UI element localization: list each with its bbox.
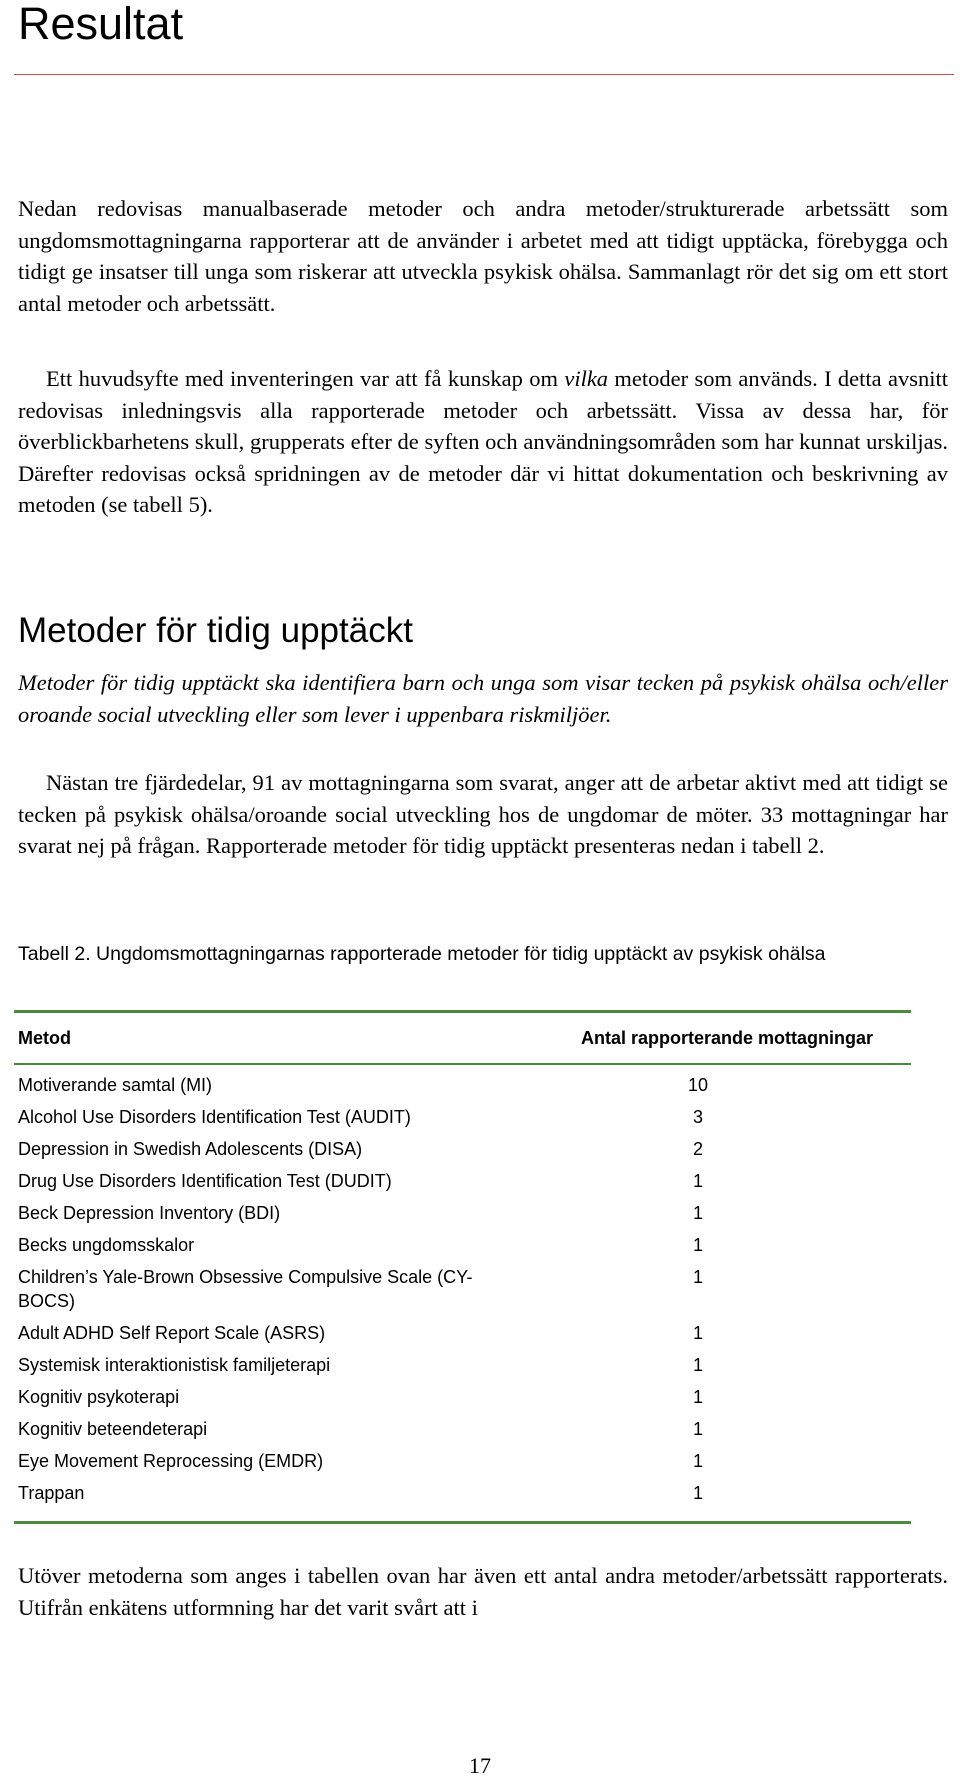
table-row [14, 1201, 911, 1225]
table-row [14, 1417, 911, 1441]
method-name-cell: Becks ungdomsskalor [18, 1235, 195, 1255]
method-name-cell: Beck Depression Inventory (BDI) [18, 1203, 281, 1223]
table-row [14, 1449, 911, 1473]
method-count-cell: 1 [692, 1355, 703, 1375]
table-row [14, 1105, 911, 1129]
method-count-cell: 3 [692, 1107, 703, 1127]
method-name-cell: Systemisk interaktionistisk familjeterapi [18, 1355, 331, 1375]
table-row [14, 1353, 911, 1377]
table-caption: Tabell 2. Ungdomsmottagningarnas rapporterade metoder för tidig upptäckt av psykisk ohälsa [18, 943, 826, 965]
section-heading: Metoder för tidig upptäckt [18, 611, 413, 650]
purpose-text-end: metoder som används. I detta avsnitt redovisas inledningsvis alla rapporterade metoder och arbetssätt. Vissa av dessa har, för överblickbarhetens skull, grupperats efter de syften och användningsområden som har kunnat urskiljas. Därefter redovisas också spridningen av de metoder där vi hittat dokumentation och beskrivning av metoden (se tabell 5). [18, 366, 948, 517]
table-row [14, 1265, 911, 1313]
method-name-cell: Trappan [18, 1483, 85, 1503]
purpose-paragraph [18, 363, 948, 521]
method-name-cell: Eye Movement Reprocessing (EMDR) [18, 1451, 324, 1471]
table-row [14, 1233, 911, 1257]
methods-table [14, 1010, 911, 1524]
column-header-count: Antal rapporterande mottagningar [580, 1028, 873, 1048]
main-heading: Resultat [18, 0, 184, 49]
table-row [14, 1169, 911, 1193]
method-count-cell: 1 [692, 1203, 703, 1223]
table-row [14, 1321, 911, 1345]
method-count-cell: 1 [692, 1451, 703, 1471]
method-name-cell: Motiverande samtal (MI) [18, 1075, 213, 1095]
column-header-method: Metod [18, 1028, 71, 1048]
method-name-cell: Alcohol Use Disorders Identification Test (AUDIT) [18, 1107, 411, 1127]
table-header [14, 1013, 911, 1063]
method-count-cell: 1 [692, 1419, 703, 1439]
closing-paragraph: Utöver metoderna som anges i tabellen ovan har även ett antal andra metoder/arbetssätt rapporterats. Utifrån enkätens utformning har det varit svårt att i [18, 1563, 948, 1620]
table-row [14, 1137, 911, 1161]
method-name-cell: Depression in Swedish Adolescents (DISA) [18, 1139, 363, 1159]
method-name-cell: Kognitiv psykoterapi [18, 1387, 180, 1407]
method-count-cell: 10 [687, 1075, 709, 1095]
heading-rule [14, 74, 954, 75]
findings-paragraph: Nästan tre fjärdedelar, 91 av mottagningarna som svarat, anger att de arbetar aktivt med att tidigt se tecken på psykisk ohälsa/oroande social utveckling hos de ungdomar de möter. 33 mottagningar har svarat nej på frågan. Rapporterade metoder för tidig upptäckt presenteras nedan i tabell 2. [18, 770, 948, 858]
method-name-cell: Adult ADHD Self Report Scale (ASRS) [18, 1323, 326, 1343]
method-count-cell: 1 [692, 1387, 703, 1407]
table-row [14, 1073, 911, 1097]
method-name-cell: Children’s Yale-Brown Obsessive Compulsive Scale (CY-BOCS) [18, 1267, 473, 1311]
table-body [14, 1065, 911, 1521]
method-count-cell: 1 [692, 1483, 703, 1503]
method-count-cell: 1 [692, 1235, 703, 1255]
method-count-cell: 1 [692, 1267, 703, 1287]
purpose-text-start: Ett huvudsyfte med inventeringen var att få kunskap om [46, 366, 565, 391]
method-name-cell: Kognitiv beteendeterapi [18, 1419, 208, 1439]
method-name-cell: Drug Use Disorders Identification Test (DUDIT) [18, 1171, 392, 1191]
table-bottom-rule [14, 1521, 911, 1524]
purpose-emphasis: vilka [564, 366, 609, 391]
page-number: 17 [469, 1753, 491, 1778]
definition-paragraph: Metoder för tidig upptäckt ska identifiera barn och unga som visar tecken på psykisk ohälsa och/eller oroande social utveckling eller som lever i uppenbara riskmiljöer. [18, 670, 948, 727]
intro-paragraph: Nedan redovisas manualbaserade metoder och andra metoder/strukturerade arbetssätt som ungdomsmottagningarna rapporterar att de använder i arbetet med att tidigt upptäcka, förebygga och tidigt ge insatser till unga som riskerar att utveckla psykisk ohälsa. Sammanlagt rör det sig om ett stort antal metoder och arbetssätt. [18, 196, 948, 316]
method-count-cell: 2 [692, 1139, 703, 1159]
method-count-cell: 1 [692, 1171, 703, 1191]
table-row [14, 1481, 911, 1505]
table-row [14, 1385, 911, 1409]
method-count-cell: 1 [692, 1323, 703, 1343]
